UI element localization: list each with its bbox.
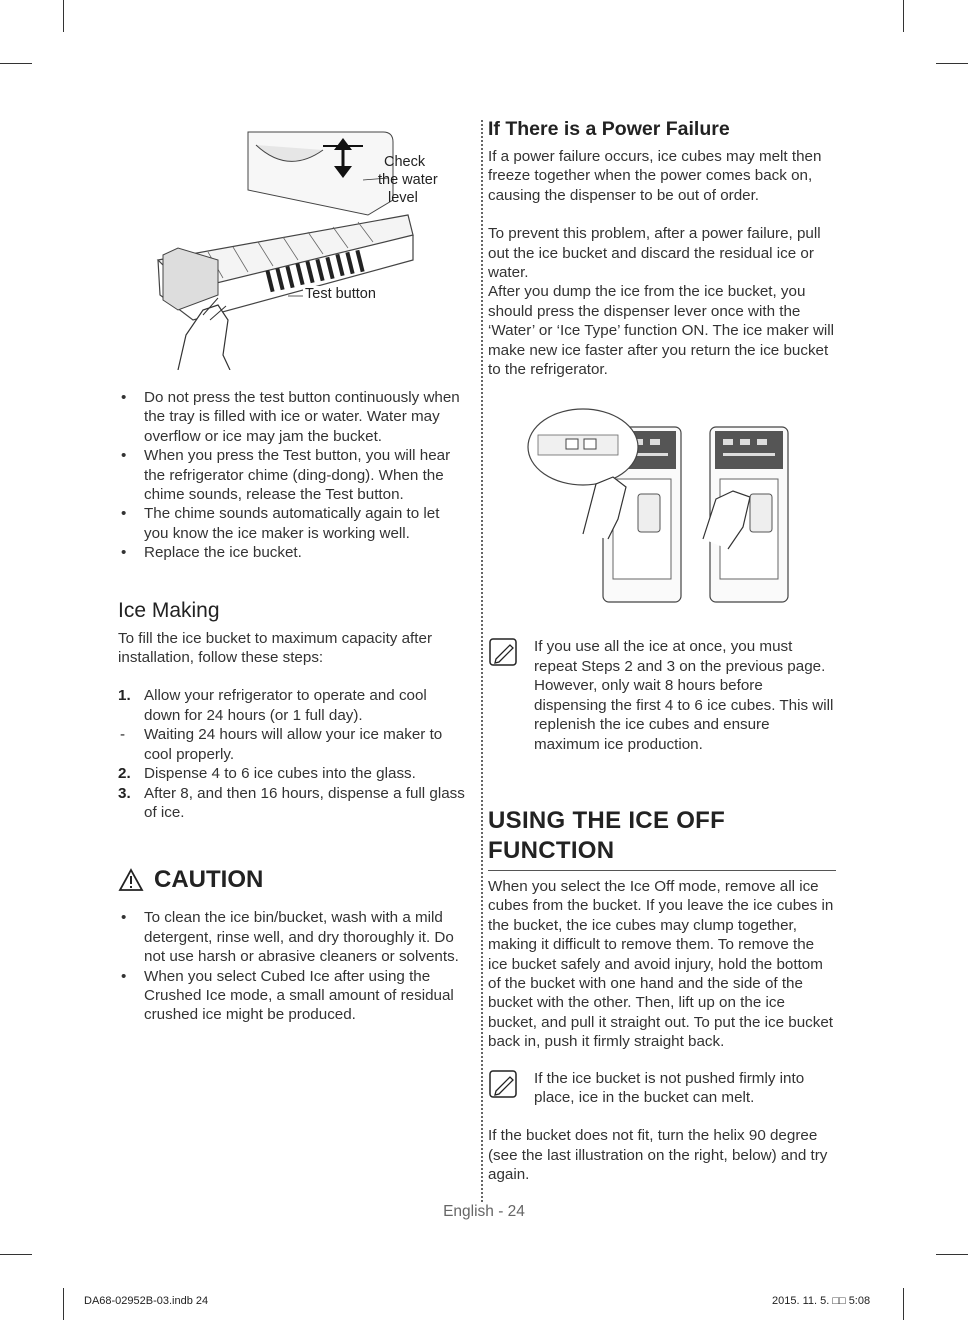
- right-column: [488, 118, 836, 1185]
- crop-mark: [0, 63, 32, 64]
- crop-mark: [63, 1288, 64, 1320]
- dispenser-figure: [488, 399, 836, 609]
- step-text: After 8, and then 16 hours, dispense a full glass of ice.: [144, 784, 465, 821]
- dispenser-illustration: [488, 399, 836, 609]
- list-item: • When you select Cubed Ice after using the Crushed Ice mode, a small amount of residual crushed ice might be produced.: [118, 967, 466, 1025]
- crop-mark: [936, 63, 968, 64]
- ice-maker-figure: [118, 120, 466, 370]
- print-date: 2015. 11. 5. □□ 5:08: [772, 1295, 871, 1307]
- check-label-line2: the water: [378, 172, 438, 188]
- ice-making-steps: [118, 686, 466, 822]
- ice-making-section: [118, 599, 466, 823]
- caution-heading: [118, 866, 466, 894]
- step-item: [118, 725, 466, 764]
- file-reference: DA68-02952B-03.indb 24: [84, 1295, 209, 1307]
- crop-mark: [0, 1254, 32, 1255]
- step-item: [118, 764, 466, 783]
- list-item: • Replace the ice bucket.: [118, 543, 466, 562]
- ice-making-intro: To fill the ice bucket to maximum capacity after installation, follow these steps:: [118, 629, 432, 667]
- step-item: [118, 784, 466, 823]
- warning-triangle-icon: [118, 868, 144, 892]
- power-failure-para3: After you dump the ice from the ice bucket, you should press the dispenser lever once with the ‘Water’ or ‘Ice Type’ function ON. The ice maker will make new ice faster after you return the ice bucket to the refrigerator.: [488, 283, 835, 379]
- left-column: [118, 120, 466, 1025]
- power-failure-para1: If a power failure occurs, ice cubes may melt then freeze together when the power comes back on, causing the dispenser to be out of order.: [488, 148, 822, 204]
- caution-bullets: [118, 908, 466, 1024]
- ice-off-title: [488, 806, 836, 866]
- crop-mark: [63, 0, 64, 32]
- power-failure-title: If There is a Power Failure: [488, 118, 730, 140]
- check-water-label: [378, 153, 438, 207]
- check-label-line3: level: [388, 190, 418, 206]
- caution-section: [118, 866, 466, 1024]
- section-rule: [488, 870, 836, 871]
- ice-off-para1: When you select the Ice Off mode, remove all ice cubes from the bucket. If you leave the ice cubes in the bucket, the ice cubes may clump together, making it difficult to remove them. To remove the ice bucket safely and avoid injury, hold the bottom of the bucket with one hand and the side of the bucket with the other. Then, lift up on the ice bucket, and pull it straight out. To put the ice bucket back in, push it firmly straight back.: [488, 877, 834, 1051]
- list-item: • When you press the Test button, you will hear the refrigerator chime (ding-dong). When the chime sounds, release the Test button.: [118, 446, 466, 504]
- note-text: If you use all the ice at once, you must repeat Steps 2 and 3 on the previous page. However, only wait 8 hours before dispensing the first 4 to 6 ice cubes. This will replenish the ice cubes and ensure maximum ice production.: [534, 638, 834, 753]
- ice-off-para2: If the bucket does not fit, turn the helix 90 degree (see the last illustration on the right, below) and try again.: [488, 1127, 828, 1184]
- step-item: [118, 686, 466, 725]
- note-pencil-icon: [488, 1069, 520, 1101]
- ice-off-title-line2: FUNCTION: [488, 836, 615, 864]
- step-number: 1.: [118, 687, 131, 705]
- step-number: 2.: [118, 765, 131, 783]
- step-dash: -: [120, 726, 126, 744]
- list-item: • Do not press the test button continuously when the tray is filled with ice or water. Water may overflow or ice may jam the bucket.: [118, 388, 466, 446]
- power-failure-note: [488, 637, 836, 753]
- crop-mark: [903, 0, 904, 32]
- ice-off-title-line1: USING THE ICE OFF: [488, 806, 726, 834]
- step-text: Waiting 24 hours will allow your ice maker to cool properly.: [144, 726, 443, 763]
- note-text: If the ice bucket is not pushed firmly into place, ice in the bucket can melt.: [534, 1069, 805, 1106]
- caution-title: CAUTION: [154, 866, 264, 894]
- ice-off-note: [488, 1069, 836, 1108]
- list-item: • To clean the ice bin/bucket, wash with a mild detergent, rinse well, and dry thoroughly it. Do not use harsh or abrasive cleaners or solvents.: [118, 908, 466, 966]
- check-label-line1: Check: [384, 154, 426, 170]
- list-item: • The chime sounds automatically again to let you know the ice maker is working well.: [118, 504, 466, 543]
- ice-making-title: Ice Making: [118, 598, 220, 622]
- test-button-label: Test button: [305, 286, 376, 302]
- crop-mark: [936, 1254, 968, 1255]
- step-number: 3.: [118, 784, 131, 802]
- step-text: Allow your refrigerator to operate and cool down for 24 hours (or 1 full day).: [144, 687, 427, 724]
- power-failure-para2: To prevent this problem, after a power failure, pull out the ice bucket and discard the residual ice or water.: [488, 225, 821, 282]
- column-divider: [481, 120, 483, 1202]
- step-text: Dispense 4 to 6 ice cubes into the glass.: [144, 765, 416, 783]
- page-number: English - 24: [443, 1203, 525, 1220]
- note-pencil-icon: [488, 637, 520, 669]
- ice-maker-test-bullets: [118, 388, 466, 563]
- crop-mark: [903, 1288, 904, 1320]
- ice-off-section: [488, 806, 836, 1185]
